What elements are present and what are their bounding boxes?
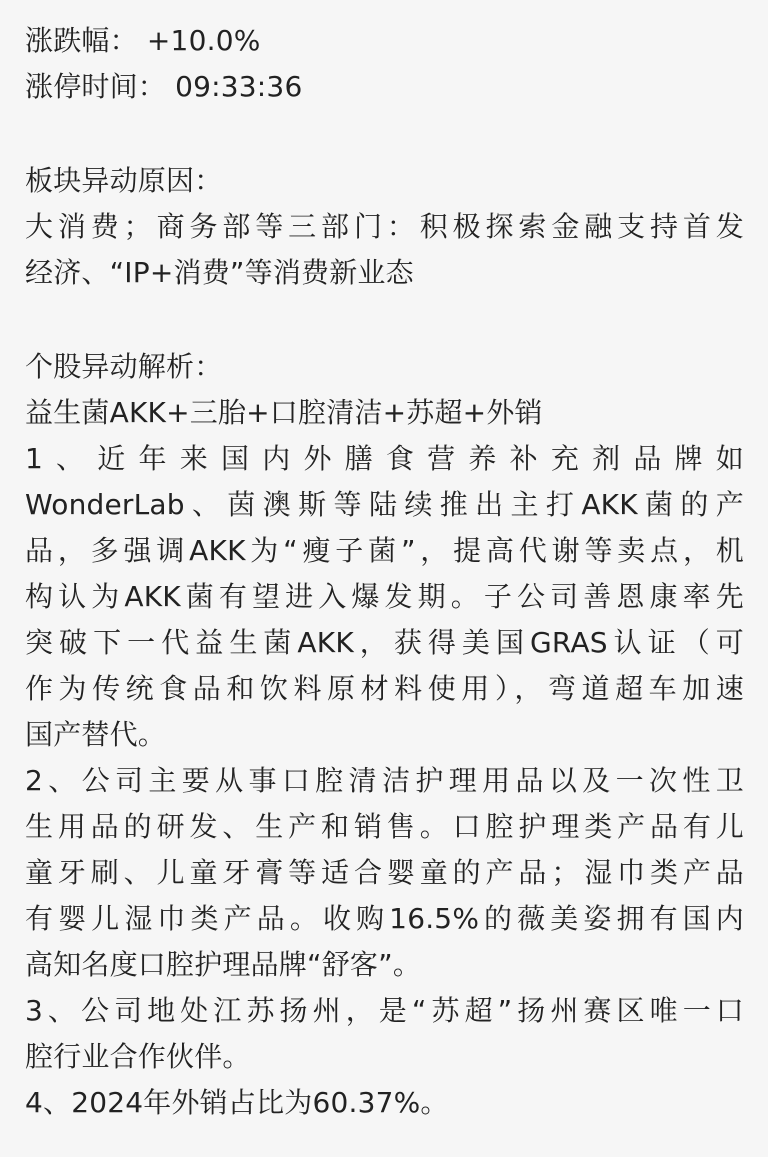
- section-spacer: [25, 110, 744, 158]
- point-1-line-4: 构认为AKK菌有望进入爆发期。子公司善恩康率先: [25, 580, 744, 613]
- change-percent: 涨跌幅： +10.0%: [25, 24, 261, 57]
- point-1-line-2: WonderLab、茵澳斯等陆续推出主打AKK菌的产: [25, 488, 744, 521]
- section-spacer: [25, 296, 744, 344]
- limit-up-time: 涨停时间： 09:33:36: [25, 70, 303, 103]
- point-1-line-6: 作为传统食品和饮料原材料使用），弯道超车加速: [25, 672, 744, 705]
- point-3-line-2: 腔行业合作伙伴。: [25, 1040, 251, 1073]
- point-1-line-3: 品，多强调AKK为“瘦子菌”，提高代谢等卖点，机: [25, 534, 744, 567]
- point-1-line-7: 国产替代。: [25, 718, 167, 751]
- sector-reason-heading: 板块异动原因：: [25, 164, 223, 197]
- point-4-line: 4、2024年外销占比为60.37%。: [25, 1086, 449, 1119]
- point-1-line-1: 1、近年来国内外膳食营养补充剂品牌如: [25, 442, 744, 475]
- point-3-line-1: 3、公司地处江苏扬州，是“苏超”扬州赛区唯一口: [25, 994, 744, 1027]
- point-2-line-4: 有婴儿湿巾类产品。收购16.5%的薇美姿拥有国内: [25, 902, 744, 935]
- point-2-line-3: 童牙刷、儿童牙膏等适合婴童的产品；湿巾类产品: [25, 856, 744, 889]
- point-2-line-2: 生用品的研发、生产和销售。口腔护理类产品有儿: [25, 810, 744, 843]
- point-2-line-1: 2、公司主要从事口腔清洁护理用品以及一次性卫: [25, 764, 744, 797]
- point-2-line-5: 高知名度口腔护理品牌“舒客”。: [25, 948, 422, 981]
- stock-analysis-heading: 个股异动解析：: [25, 350, 223, 383]
- stock-tags: 益生菌AKK+三胎+口腔清洁+苏超+外销: [25, 396, 543, 429]
- point-1-line-5: 突破下一代益生菌AKK，获得美国GRAS认证（可: [25, 626, 744, 659]
- sector-reason-line-2: 经济、“IP+消费”等消费新业态: [25, 256, 414, 289]
- sector-reason-line-1: 大消费；商务部等三部门：积极探索金融支持首发: [25, 210, 744, 243]
